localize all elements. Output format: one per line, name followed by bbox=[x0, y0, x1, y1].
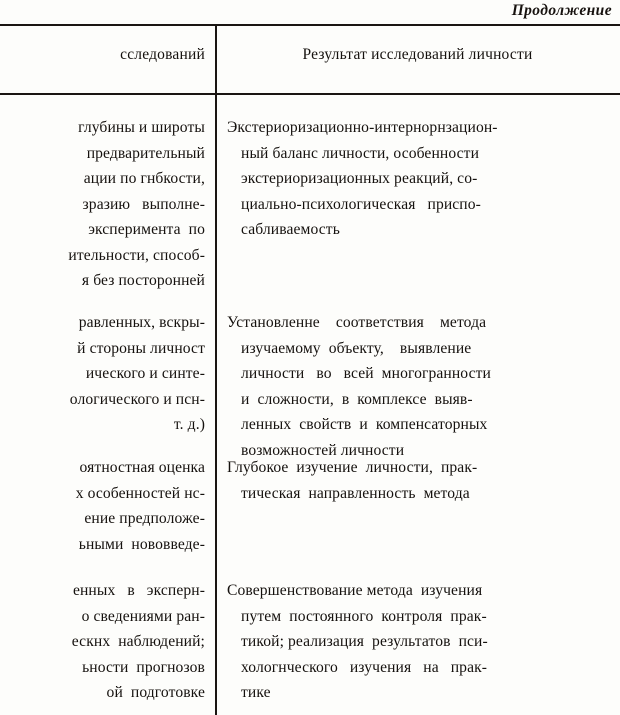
column-divider bbox=[215, 26, 217, 715]
row-line: возможностей личности bbox=[241, 441, 405, 459]
row-line: оятностная оценка bbox=[79, 459, 205, 476]
row-line: зразию выполне- bbox=[82, 195, 205, 213]
row-line: сабливаемость bbox=[241, 221, 340, 238]
table-row bbox=[0, 578, 205, 706]
row-line: т. д.) bbox=[173, 416, 205, 433]
row-line: путем постоянного контроля прак- bbox=[241, 607, 487, 625]
row-line: Экстериоризационно-интернорнзацион- bbox=[227, 119, 498, 136]
row-line: равленных, вскры- bbox=[78, 314, 205, 331]
column-header-left: сследований bbox=[120, 46, 205, 63]
table-row bbox=[227, 115, 605, 243]
row-line: х особенностей нс- bbox=[75, 484, 205, 502]
row-line: ленных свойств и компенсаторных bbox=[241, 416, 488, 433]
row-line: ологического и псн- bbox=[69, 390, 205, 408]
row-line: ического и синте- bbox=[85, 365, 205, 382]
row-line: циально-психологическая приспо- bbox=[241, 195, 481, 213]
row-line: хологнческого изучения на прак- bbox=[241, 658, 488, 676]
row-line: личности во всей многогранности bbox=[241, 365, 491, 382]
row-line: ьности прогнозов bbox=[82, 658, 205, 676]
table-row bbox=[0, 455, 205, 557]
header-rule bbox=[0, 93, 620, 95]
row-line: ой подготовке bbox=[106, 684, 205, 701]
row-line: я без посторонней bbox=[81, 272, 205, 289]
row-line: эксперимента по bbox=[88, 221, 205, 238]
column-header-right: Результат исследований личности bbox=[302, 46, 533, 63]
table-row bbox=[0, 310, 205, 438]
row-line: й стороны личност bbox=[77, 339, 205, 357]
table-row bbox=[0, 115, 205, 294]
row-line: экстериоризационных реакций, со- bbox=[241, 170, 478, 187]
row-line: Глубокое изучение личности, прак- bbox=[227, 459, 478, 476]
table-row bbox=[227, 310, 605, 463]
row-line: ный баланс личности, особенности bbox=[241, 144, 480, 162]
table-row bbox=[227, 578, 605, 706]
row-line: тикой; реализация результатов пси- bbox=[241, 633, 488, 650]
row-line: енных в эксперн- bbox=[72, 582, 205, 599]
row-line: тике bbox=[241, 684, 271, 701]
table-row bbox=[227, 455, 605, 506]
top-rule bbox=[0, 24, 620, 26]
row-line: глубины и широты bbox=[78, 119, 205, 136]
running-head: Продолжение bbox=[511, 2, 612, 19]
row-line: ительности, способ- bbox=[68, 246, 205, 264]
row-line: Совершенствование метода изучения bbox=[227, 582, 483, 599]
row-line: изучаемому объекту, выявление bbox=[241, 339, 472, 357]
row-line: и сложности, в комплексе выяв- bbox=[241, 390, 473, 408]
row-line: о сведениями ран- bbox=[81, 607, 205, 625]
row-line: предварительный bbox=[86, 144, 205, 162]
row-line: тическая направленность метода bbox=[241, 484, 470, 502]
row-line: ескнх наблюдений; bbox=[71, 633, 205, 650]
row-line: Установленне соответствия метода bbox=[227, 314, 487, 331]
row-line: ьными нововведе- bbox=[78, 535, 205, 553]
row-line: ение предположе- bbox=[84, 510, 205, 527]
row-line: ации по гнбкости, bbox=[83, 170, 205, 187]
